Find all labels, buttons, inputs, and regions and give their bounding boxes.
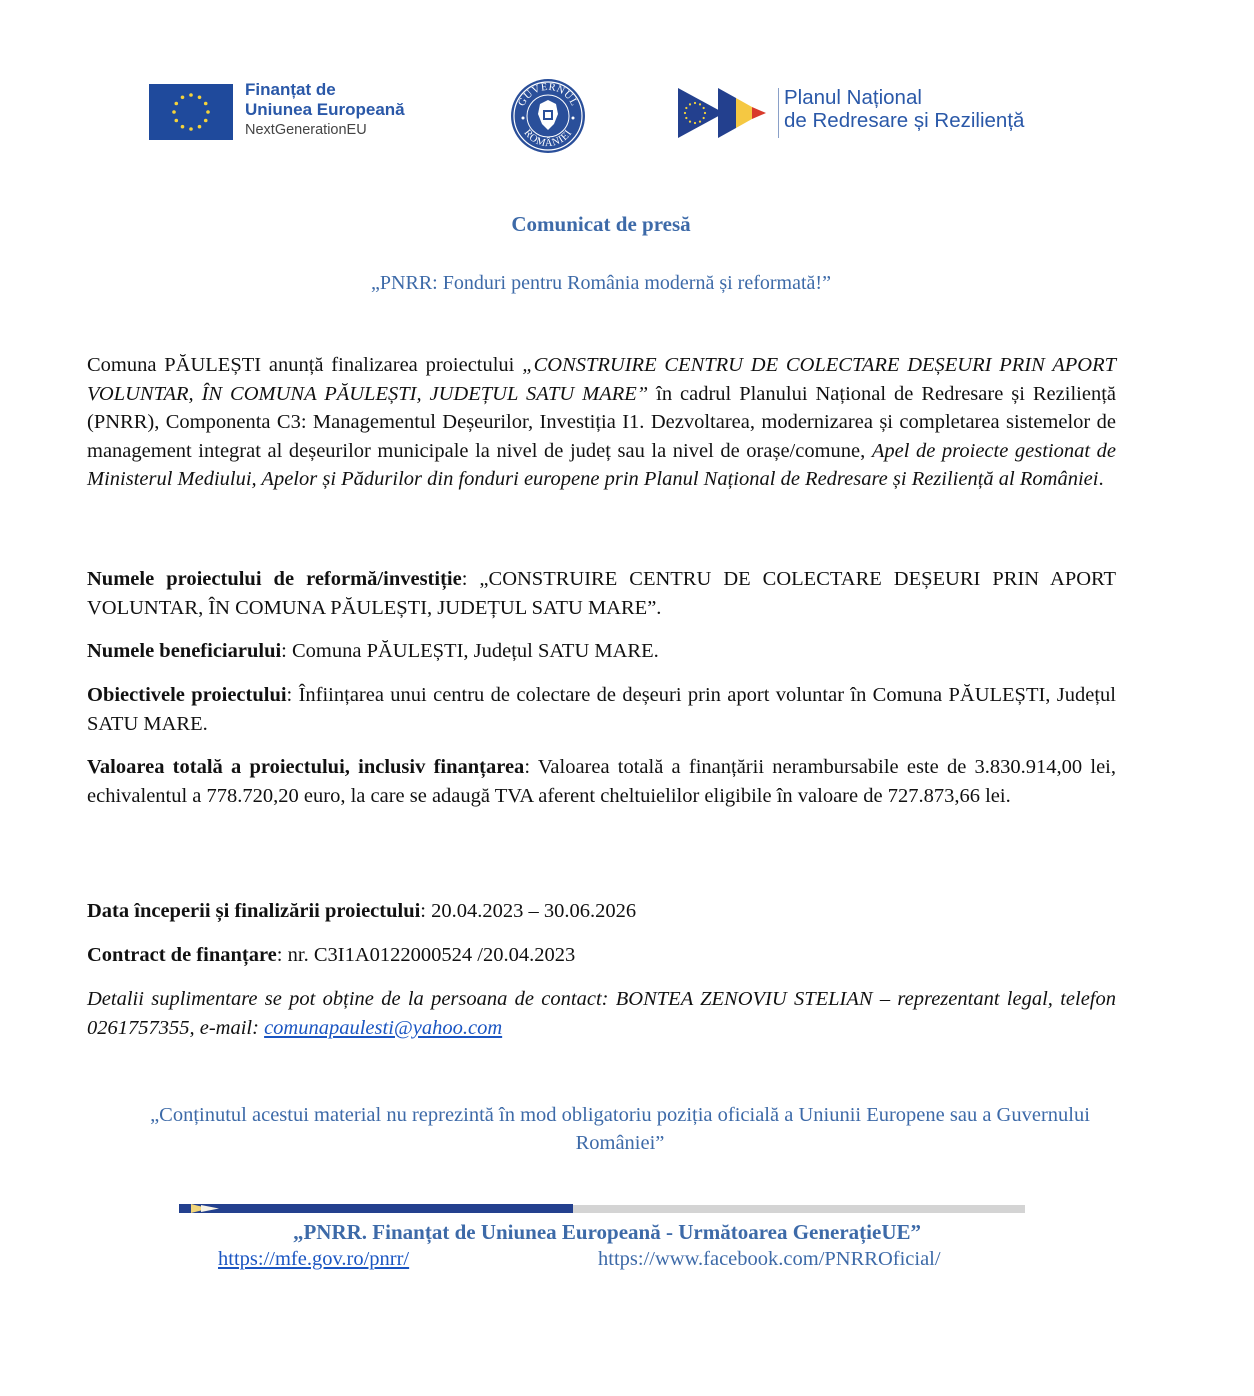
star-icon (198, 125, 202, 129)
page-title: Comunicat de presă (511, 212, 691, 236)
contact-text: Detalii suplimentare se pot obține de la persoana de contact: BONTEA ZENOVIU STELIAN – reprezentant legal, telefon 0261757355, e-mail: (87, 988, 1116, 1039)
footer-divider-bar (179, 1203, 1025, 1214)
star-icon (204, 102, 208, 106)
guvernul-romaniei-seal-icon (510, 78, 586, 154)
field-value: : „CONSTRUIRE CENTRU DE COLECTARE DEȘEURI PRIN APORT VOLUNTAR, ÎN COMUNA PĂULEȘTI, JUDEȚUL SATU MARE”. (87, 568, 1116, 619)
footer-arrow-icon (179, 1203, 239, 1214)
star-icon (685, 107, 687, 109)
field-beneficiary (87, 637, 1116, 666)
pnrr-separator (778, 88, 779, 138)
field-value: : Înființarea unui centru de colectare de deșeuri prin aport voluntar în Comuna PĂULEȘTI, Județul SATU MARE. (87, 684, 1116, 735)
star-icon (189, 127, 193, 131)
star-icon (689, 103, 691, 105)
star-icon (174, 119, 178, 123)
star-icon (206, 110, 210, 114)
field-label: Numele proiectului de reformă/investiție (87, 568, 462, 590)
star-icon (172, 110, 176, 114)
field-contract (87, 941, 1116, 970)
seal-bottom-text: ROMÂNIEI (521, 127, 575, 150)
intro-text-2: în cadrul Planului Național de Redresare și Reziliență (PNRR), Componenta C3: Managementul Deșeurilor, Investiția I1. Dezvoltarea, modernizarea și completarea sistemelor de management integrat al deșeurilor municipale la nivel de județ sau la nivel de orașe/comune, (87, 382, 1116, 462)
star-icon (689, 121, 691, 123)
intro-call-text: Apel de proiecte gestionat de Ministerul Mediului, Apelor și Pădurilor din fonduri europene prin Planul Național de Redresare și Reziliență al României (87, 439, 1116, 490)
eu-label-line2: Uniunea Europeană (245, 100, 405, 119)
field-value: : Valoarea totală a finanțării nerambursabile este de 3.830.914,00 lei, echivalentul a 778.720,20 euro, la care se adaugă TVA aferent cheltuielilor eligibile în valoare de 727.873,66 lei. (87, 756, 1116, 807)
facebook-pnrr-link[interactable]: https://www.facebook.com/PNRROficial/ (598, 1248, 941, 1270)
field-objectives (87, 681, 1116, 738)
field-total-value (87, 753, 1116, 810)
star-icon (684, 112, 686, 114)
star-icon (699, 121, 701, 123)
contact-email-link[interactable]: comunapaulesti@yahoo.com (264, 1016, 503, 1039)
intro-paragraph (87, 351, 1116, 494)
eu-label-line1: Finanțat de (245, 80, 336, 99)
field-label: Valoarea totală a proiectului, inclusiv finanțarea (87, 756, 525, 778)
star-icon (703, 117, 705, 119)
disclaimer: „Conținutul acestui material nu reprezintă în mod obligatoriu poziția oficială a Uniunii Europene sau a Guvernului României” (150, 1104, 1090, 1154)
star-icon (174, 102, 178, 106)
star-icon (699, 103, 701, 105)
header-logos (0, 78, 1254, 153)
field-dates (87, 897, 1116, 926)
pnrr-label-line1: Planul Național (784, 86, 922, 109)
intro-text-1: Comuna PĂULEȘTI anunță finalizarea proiectului (87, 354, 523, 376)
intro-project-name: „CONSTRUIRE CENTRU DE COLECTARE DEȘEURI PRIN APORT VOLUNTAR, ÎN COMUNA PĂULEȘTI, JUDEȚUL SATU MARE” (87, 354, 1116, 405)
star-icon (685, 117, 687, 119)
star-icon (204, 119, 208, 123)
seal-top-text: GUVERNUL (516, 81, 580, 109)
field-value: : nr. C3I1A0122000524 /20.04.2023 (276, 944, 576, 966)
window-corner (1240, 0, 1254, 36)
field-value: : Comuna PĂULEȘTI, Județul SATU MARE. (281, 640, 659, 662)
pnrr-label-line2: de Redresare și Reziliență (784, 109, 1025, 132)
star-icon (704, 112, 706, 114)
field-label: Numele beneficiarului (87, 640, 282, 662)
contact-paragraph (87, 985, 1116, 1042)
star-icon (181, 95, 185, 99)
field-label: Contract de finanțare (87, 944, 277, 966)
field-value: : 20.04.2023 – 30.06.2026 (420, 900, 637, 922)
star-icon (181, 125, 185, 129)
pnrr-label (784, 86, 1024, 132)
star-icon (703, 107, 705, 109)
star-icon (694, 122, 696, 124)
eu-flag-icon (149, 84, 233, 140)
star-icon (694, 102, 696, 104)
star-icon (189, 93, 193, 97)
page-subtitle: „PNRR: Fonduri pentru România modernă și reformată!” (371, 272, 831, 294)
eu-label-line3: NextGenerationEU (245, 122, 367, 138)
intro-end: . (1098, 468, 1104, 490)
field-project-name (87, 565, 1116, 622)
mfe-pnrr-link[interactable]: https://mfe.gov.ro/pnrr/ (218, 1248, 410, 1270)
pnrr-arrows-icon (678, 86, 770, 140)
star-icon (198, 95, 202, 99)
field-label: Obiectivele proiectului (87, 684, 287, 706)
field-label: Data începerii și finalizării proiectului (87, 900, 421, 922)
eu-funding-label (245, 80, 405, 140)
footer-title: „PNRR. Finanțat de Uniunea Europeană - Următoarea GenerațieUE” (292, 1220, 922, 1244)
